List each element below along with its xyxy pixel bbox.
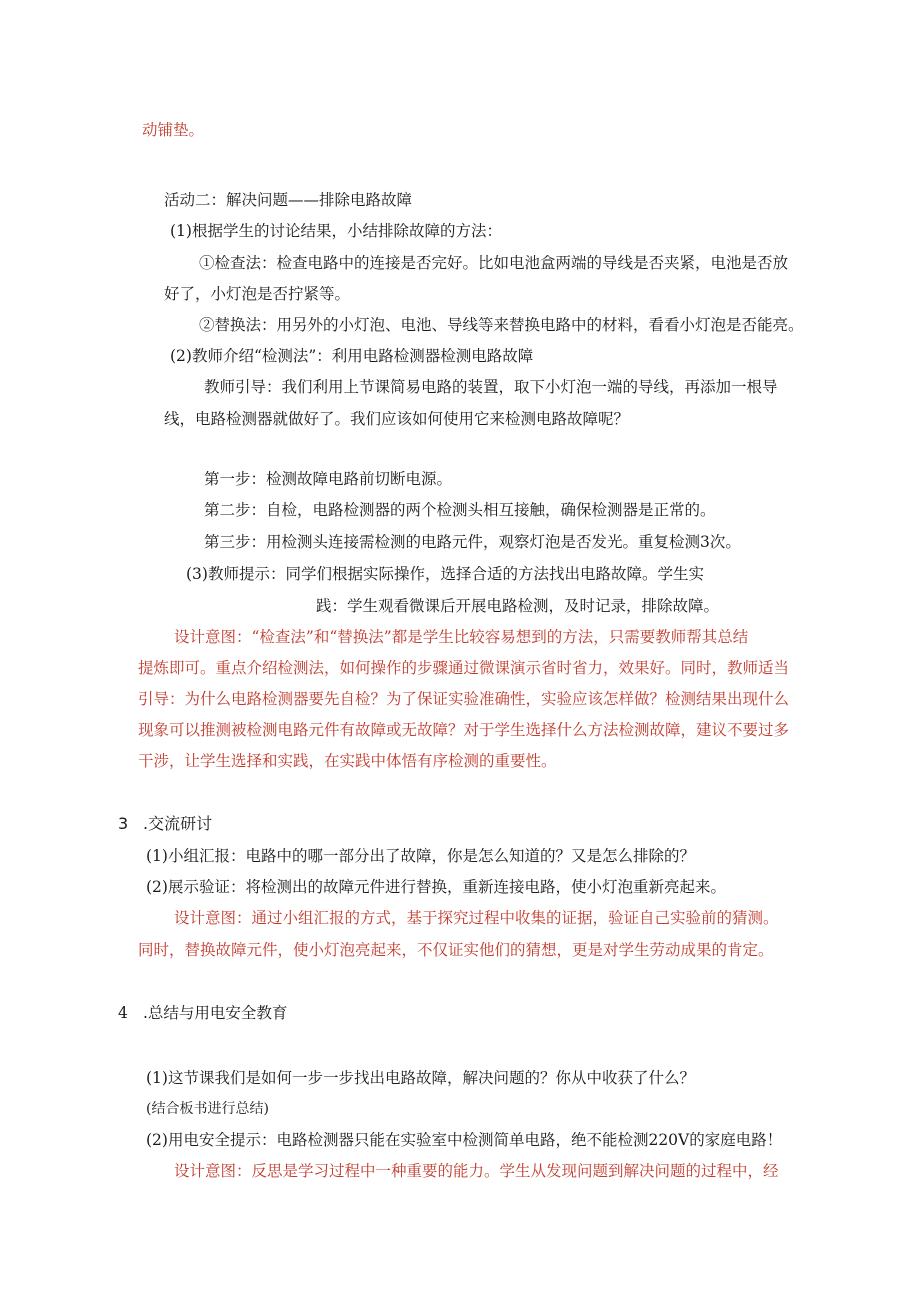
design-intent-line: 设计意图：通过小组汇报的方式，基于探究过程中收集的证据，验证自己实验前的猜测。 bbox=[174, 909, 779, 927]
paragraph-line: 动铺垫。 bbox=[142, 121, 205, 139]
section-heading: .交流研讨 bbox=[143, 814, 213, 833]
design-intent-line: 同时，替换故障元件，使小灯泡亮起来，不仅证实他们的猜想，更是对学生劳动成果的肯定。 bbox=[138, 941, 774, 959]
section-heading: .总结与用电安全教育 bbox=[143, 1004, 288, 1022]
step-line: 第二步：自检，电路检测器的两个检测头相互接触，确保检测器是正常的。 bbox=[204, 501, 716, 519]
paragraph-line: (2)展示验证：将检测出的故障元件进行替换，重新连接电路，使小灯泡重新亮起来。 bbox=[146, 878, 726, 896]
paragraph-line: (2)教师介绍“检测法”：利用电路检测器检测电路故障 bbox=[170, 347, 534, 365]
design-intent-line: 提炼即可。重点介绍检测法，如何操作的步骤通过微课演示省时省力，效果好。同时，教师适当 bbox=[138, 659, 790, 677]
section-number: 3 bbox=[118, 814, 129, 833]
step-line: 第一步：检测故障电路前切断电源。 bbox=[204, 470, 453, 488]
paragraph-line: (1)根据学生的讨论结果，小结排除故障的方法： bbox=[170, 222, 502, 240]
paragraph-line: ①检查法：检查电路中的连接是否完好。比如电池盒两端的导线是否夹紧，电池是否放 bbox=[199, 254, 789, 272]
paragraph-line: (3)教师提示：同学们根据实际操作，选择合适的方法找出电路故障。学生实 bbox=[186, 565, 704, 583]
step-line: 第三步：用检测头连接需检测的电路元件，观察灯泡是否发光。重复检测3次。 bbox=[204, 533, 741, 551]
paragraph-line: 线，电路检测器就做好了。我们应该如何使用它来检测电路故障呢？ bbox=[164, 410, 630, 428]
design-intent-line: 引导：为什么电路检测器要先自检？为了保证实验准确性，实验应该怎样做？检测结果出现什么 bbox=[138, 690, 790, 708]
paragraph-line: ②替换法：用另外的小灯泡、电池、导线等来替换电路中的材料，看看小灯泡是否能亮。 bbox=[199, 316, 804, 334]
paragraph-line: (2)用电安全提示：电路检测器只能在实验室中检测简单电路，绝不能检测220V的家庭电路！ bbox=[146, 1131, 783, 1149]
design-intent-line: 设计意图：反思是学习过程中一种重要的能力。学生从发现问题到解决问题的过程中，经 bbox=[174, 1162, 779, 1180]
paragraph-line: 践：学生观看微课后开展电路检测，及时记录，排除故障。 bbox=[316, 597, 720, 615]
design-intent-line: 现象可以推测被检测电路元件有故障或无故障？对于学生选择什么方法检测故障，建议不要过多 bbox=[138, 721, 790, 739]
paragraph-line: (1)小组汇报：电路中的哪一部分出了故障，你是怎么知道的？又是怎么排除的？ bbox=[146, 847, 695, 865]
paragraph-line: (结合板书进行总结) bbox=[146, 1101, 269, 1117]
section-number: 4 bbox=[118, 1004, 128, 1022]
paragraph-line: (1)这节课我们是如何一步一步找出电路故障，解决问题的？你从中收获了什么？ bbox=[146, 1069, 695, 1087]
section-heading: 活动二：解决问题——排除电路故障 bbox=[164, 191, 413, 209]
paragraph-line: 教师引导：我们利用上节课简易电路的装置，取下小灯泡一端的导线，再添加一根导 bbox=[204, 378, 778, 396]
design-intent-line: 设计意图：“检查法”和“替换法”都是学生比较容易想到的方法，只需要教师帮其总结 bbox=[174, 628, 749, 646]
design-intent-line: 干涉，让学生选择和实践，在实践中体悟有序检测的重要性。 bbox=[138, 752, 557, 770]
paragraph-line: 好了，小灯泡是否拧紧等。 bbox=[164, 285, 351, 303]
